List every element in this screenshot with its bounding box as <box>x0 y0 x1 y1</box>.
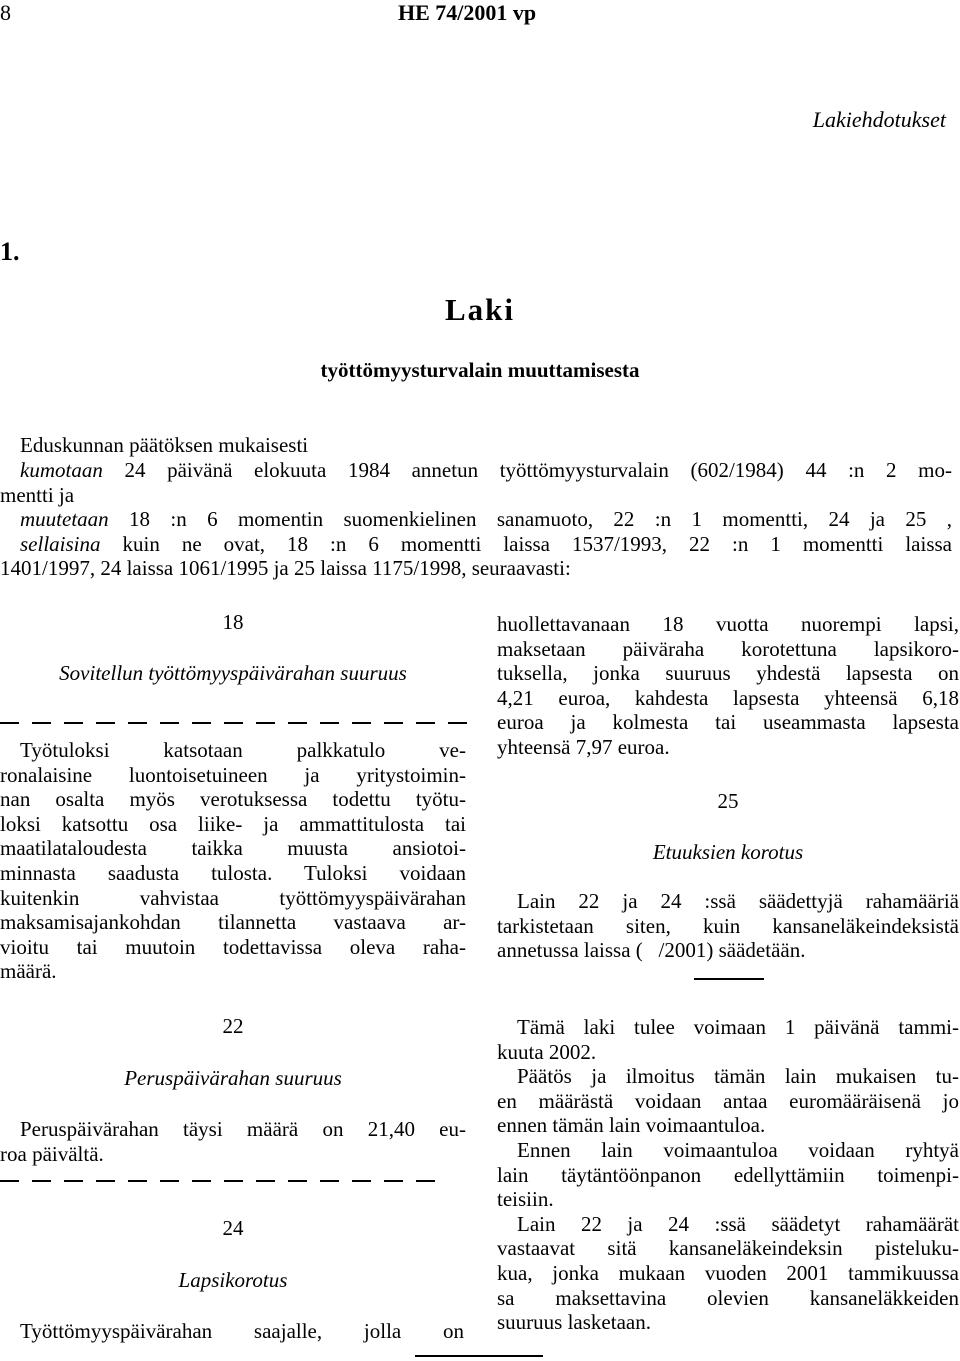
body-line: roa päivältä. <box>0 1141 104 1166</box>
body-line: Päätös ja ilmoitus tämän lain mukaisen tu- <box>517 1064 959 1089</box>
body-line: Lain 22 ja 24 :ssä säädettyjä rahamääriä <box>517 889 959 913</box>
as-text: kuin ne ovat, 18 :n 6 momentti laissa 1537/1993, 22 :n 1 momentti laissa <box>100 531 952 556</box>
body-line: kuuta 2002. <box>497 1039 597 1064</box>
body-line: ronalaisine luontoisetuineen ja yritystoimin- <box>0 762 466 787</box>
section-24-number: 24 <box>222 1216 244 1240</box>
omission-dashes <box>0 1180 466 1182</box>
body-line: maatilataloudesta taikka muusta ansiotoi- <box>0 836 466 861</box>
document-id: HE 74/2001 vp <box>398 0 537 25</box>
page-end-rule <box>415 1355 543 1357</box>
section-25-title: Etuuksien korotus <box>652 840 804 864</box>
body-line: maksetaan päiväraha korotettuna lapsikoro- <box>497 636 959 661</box>
body-line: en määrästä voidaan antaa euromääräisenä jo <box>497 1088 959 1113</box>
body-line: vioitu tai muutoin todettavissa oleva raha- <box>0 934 466 959</box>
body-line: ennen tämän lain voimaantuloa. <box>497 1113 766 1138</box>
preamble-block <box>0 458 952 581</box>
body-line: vastaavat sitä kansaneläkeindeksin pisteluku- <box>497 1236 959 1261</box>
law-title: Laki <box>444 292 516 327</box>
section-heading: Lakiehdotukset <box>812 107 946 132</box>
section-24-title: Lapsikorotus <box>178 1268 288 1292</box>
body-line: minnasta saadusta tulosta. Tuloksi voidaan <box>0 860 466 885</box>
omission-dashes <box>0 722 466 724</box>
proposal-number: 1. <box>0 237 20 266</box>
page-number: 8 <box>0 0 11 25</box>
body-line: sa maksettavina olevien kansaneläkkeiden <box>497 1285 959 1310</box>
preamble-as-line <box>0 532 952 557</box>
preamble-amend-line <box>0 507 952 532</box>
section-22-number: 22 <box>222 1014 244 1038</box>
body-line: loksi katsottu osa liike- ja ammattitulosta tai <box>0 811 466 836</box>
right-column-sec24 <box>497 612 959 760</box>
section-end-rule <box>694 978 764 980</box>
body-line: nan osalta myös verotuksessa todettu työtu- <box>0 787 466 812</box>
amend-text: 18 :n 6 momentin suomenkielinen sanamuoto, 22 :n 1 momentti, 24 ja 25 , <box>108 507 952 532</box>
section-24-left-line: Työttömyyspäivärahan saajalle, jolla on <box>20 1319 464 1343</box>
preamble <box>20 433 950 458</box>
law-subtitle: työttömyysturvalain muuttamisesta <box>320 358 640 382</box>
section-25-number: 25 <box>717 789 739 813</box>
preamble-line: Eduskunnan päätöksen mukaisesti <box>20 433 309 457</box>
body-line: kuitenkin vahvistaa työttömyyspäivärahan <box>0 885 466 910</box>
repeal-text: 24 päivänä elokuuta 1984 annetun työttömyysturvalain (602/1984) 44 :n 2 mo- <box>102 458 952 482</box>
body-line: 4,21 euroa, kahdesta lapsesta yhteensä 6,18 <box>497 685 959 710</box>
body-line: annetussa laissa ( /2001) säädetään. <box>497 938 806 963</box>
body-line: suuruus lasketaan. <box>497 1310 651 1335</box>
body-line: yhteensä 7,97 euroa. <box>497 734 670 759</box>
section-22-body <box>0 1117 466 1166</box>
section-18-title: Sovitellun työttömyyspäivärahan suuruus <box>59 660 407 685</box>
preamble-line: 1401/1997, 24 laissa 1061/1995 ja 25 laissa 1175/1998, seuraavasti: <box>0 556 571 581</box>
section-18-body <box>0 738 466 984</box>
transitional-provisions <box>497 1015 959 1335</box>
body-line: maksamisajankohdan tilannetta vastaava ar- <box>0 910 466 935</box>
preamble-repeal-line <box>0 458 952 483</box>
body-line: kua, jonka mukaan vuoden 2001 tammikuussa <box>497 1260 959 1285</box>
section-25-body <box>497 889 959 963</box>
left-column <box>0 610 466 984</box>
body-line: Ennen lain voimaantuloa voidaan ryhtyä <box>517 1137 959 1162</box>
preamble-line: mentti ja <box>0 482 75 507</box>
body-line: euroa ja kolmesta tai useammasta lapsesta <box>497 710 959 735</box>
section-18-number: 18 <box>222 610 244 634</box>
body-line: Tämä laki tulee voimaan 1 päivänä tammi- <box>517 1015 959 1039</box>
body-line: Lain 22 ja 24 :ssä säädetyt rahamäärät <box>517 1211 959 1236</box>
body-line: tuksella, jonka suuruus yhdestä lapsesta on <box>497 661 959 686</box>
repeal-keyword: kumotaan <box>20 458 103 482</box>
body-line: Työtuloksi katsotaan palkkatulo ve- <box>20 738 466 762</box>
body-line: tarkistetaan siten, kuin kansaneläkeindeksistä <box>497 913 959 938</box>
body-line: lain täytäntöönpanon edellyttämiin toimenpi- <box>497 1162 959 1187</box>
section-22-title: Peruspäivärahan suuruus <box>124 1066 342 1090</box>
body-line: Peruspäivärahan täysi määrä on 21,40 eu- <box>20 1117 466 1141</box>
amend-keyword: muutetaan <box>20 507 109 532</box>
body-line: huollettavanaan 18 vuotta nuorempi lapsi, <box>497 612 959 636</box>
body-line: määrä. <box>0 959 57 984</box>
as-keyword: sellaisina <box>20 531 101 556</box>
body-line: teisiin. <box>497 1187 554 1212</box>
